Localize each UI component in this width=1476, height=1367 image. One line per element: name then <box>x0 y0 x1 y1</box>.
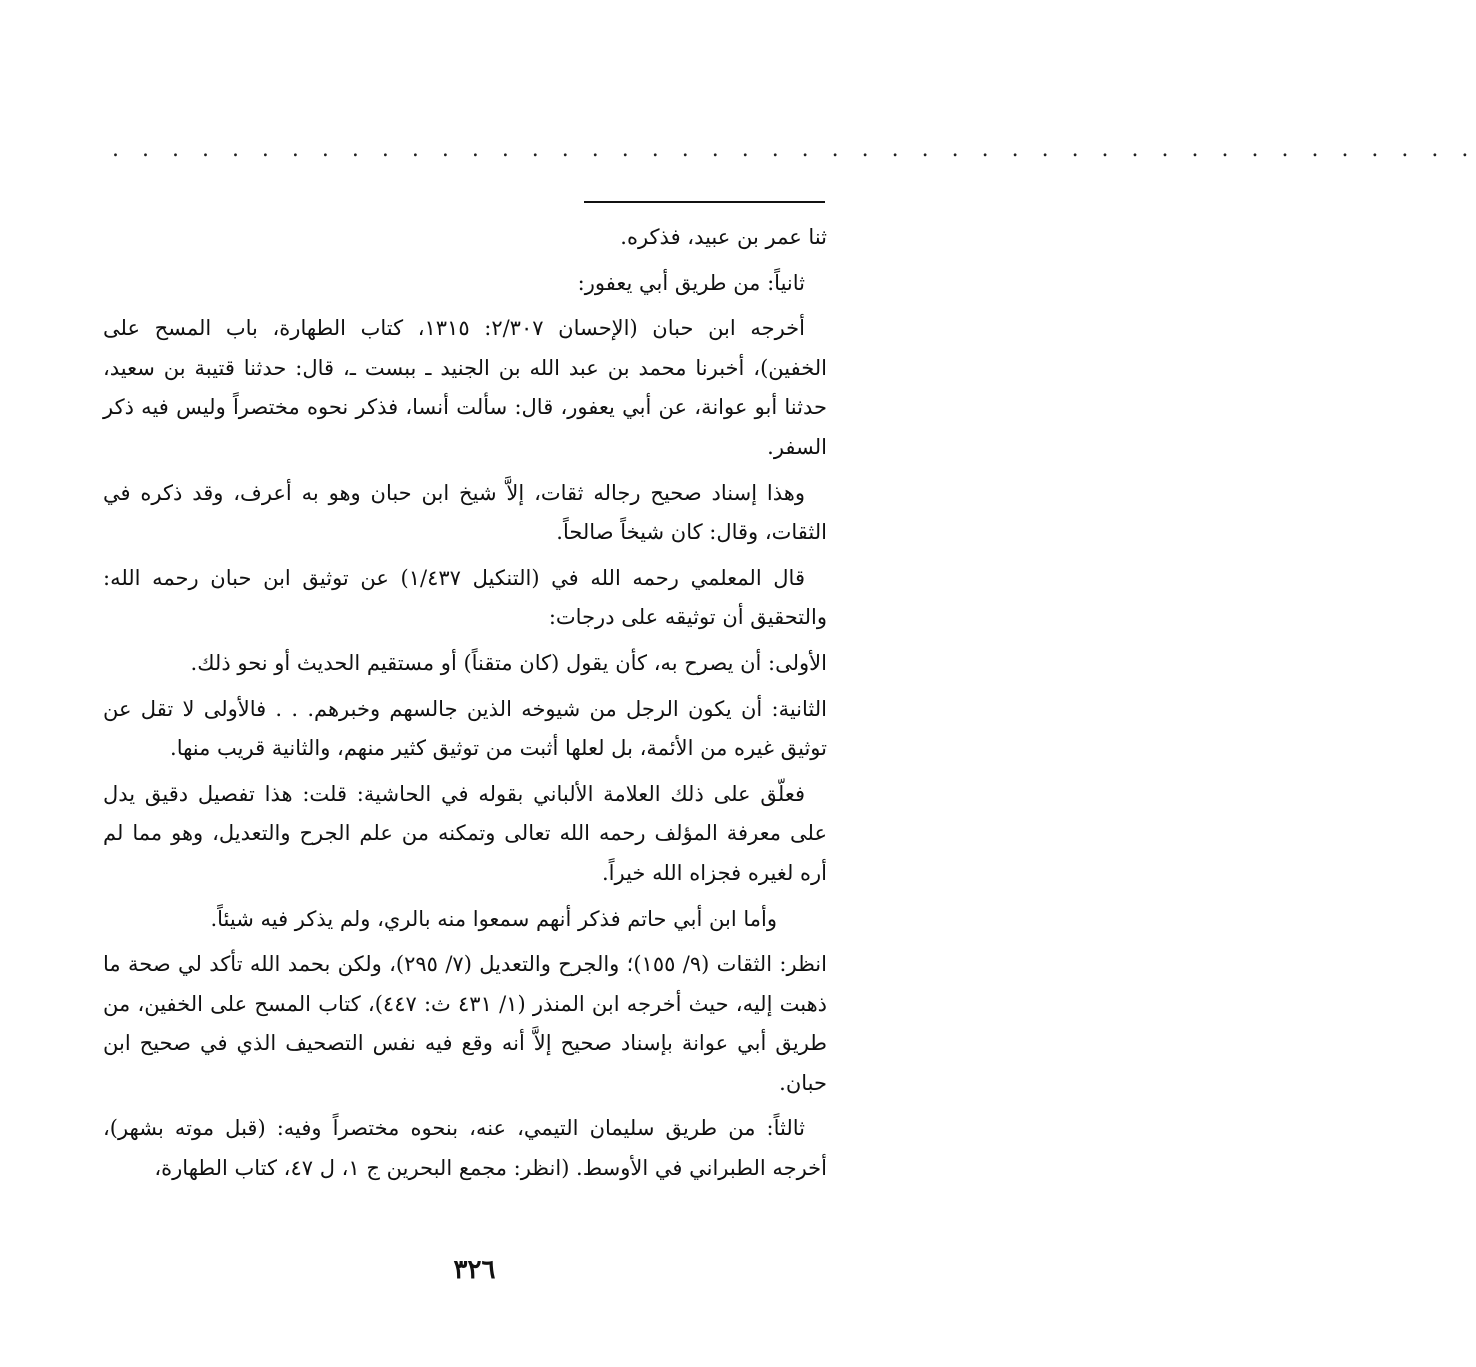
paragraph-6: الأولى: أن يصرح به، كأن يقول (كان متقناً) أو مستقيم الحديث أو نحو ذلك. <box>190 650 827 675</box>
paragraph-5: قال المعلمي رحمه الله في (التنكيل ١/٤٣٧) عن توثيق ابن حبان رحمه الله: والتحقيق أن توثيقه على درجات: <box>103 565 827 630</box>
paragraph-11: ثالثاً: من طريق سليمان التيمي، عنه، بنحوه مختصراً وفيه: (قبل موته بشهر)، أخرجه الطبراني في الأوسط. (انظر: مجمع البحرين ج ١، ل ٤٧، كتاب الطهارة، <box>103 1116 827 1181</box>
paragraph-1: ثنا عمر بن عبيد، فذكره. <box>620 225 827 249</box>
paragraph-8: فعلّق على ذلك العلامة الألباني بقوله في الحاشية: قلت: هذا تفصيل دقيق يدل على معرفة المؤلف رحمه الله تعالى وتمكنه من علم الجرح والتعديل، وهو مما لم أره لغيره فجزاه الله خيراً. <box>103 781 827 885</box>
paragraph-2: ثانياً: من طريق أبي يعفور: <box>577 270 805 295</box>
footnote-body <box>103 218 827 1195</box>
page-number: ٣٢٦ <box>453 1255 496 1285</box>
dotted-separator: . . . . . . . . . . . . . . . . . . . . . . . . . . . . . . . . . . . . . . . . . . . . . . <box>112 137 1476 162</box>
paragraph-7: الثانية: أن يكون الرجل من شيوخه الذين جالسهم وخبرهم. . . فالأولى لا تقل عن توثيق غيره من الأئمة، بل لعلها أثبت من توثيق كثير منهم، والثانية قريب منها. <box>103 696 827 761</box>
paragraph-10: انظر: الثقات (٩/ ١٥٥)؛ والجرح والتعديل (٧/ ٢٩٥)، ولكن بحمد الله تأكد لي صحة ما ذهبت إليه، حيث أخرجه ابن المنذر (١/ ٤٣١ ث: ٤٤٧)، كتاب المسح على الخفين، من طريق أبي عوانة بإسناد صحيح إلاَّ أنه وقع فيه نفس التصحيف الذي في صحيح ابن حبان. <box>103 952 828 1095</box>
paragraph-9: وأما ابن أبي حاتم فذكر أنهم سمعوا منه بالري، ولم يذكر فيه شيئاً. <box>210 906 777 931</box>
paragraph-4: وهذا إسناد صحيح رجاله ثقات، إلاَّ شيخ ابن حبان وهو به أعرف، وقد ذكره في الثقات، وقال: كان شيخاً صالحاً. <box>103 480 827 545</box>
footnote-rule <box>584 201 825 203</box>
paragraph-3: أخرجه ابن حبان (الإحسان ٢/٣٠٧: ١٣١٥، كتاب الطهارة، باب المسح على الخفين)، أخبرنا محمد بن عبد الله بن الجنيد ـ ببست ـ، قال: حدثنا قتيبة بن سعيد، حدثنا أبو عوانة، عن أبي يعفور، قال: سألت أنسا، فذكر نحوه مختصراً وليس فيه ذكر السفر. <box>103 316 827 459</box>
